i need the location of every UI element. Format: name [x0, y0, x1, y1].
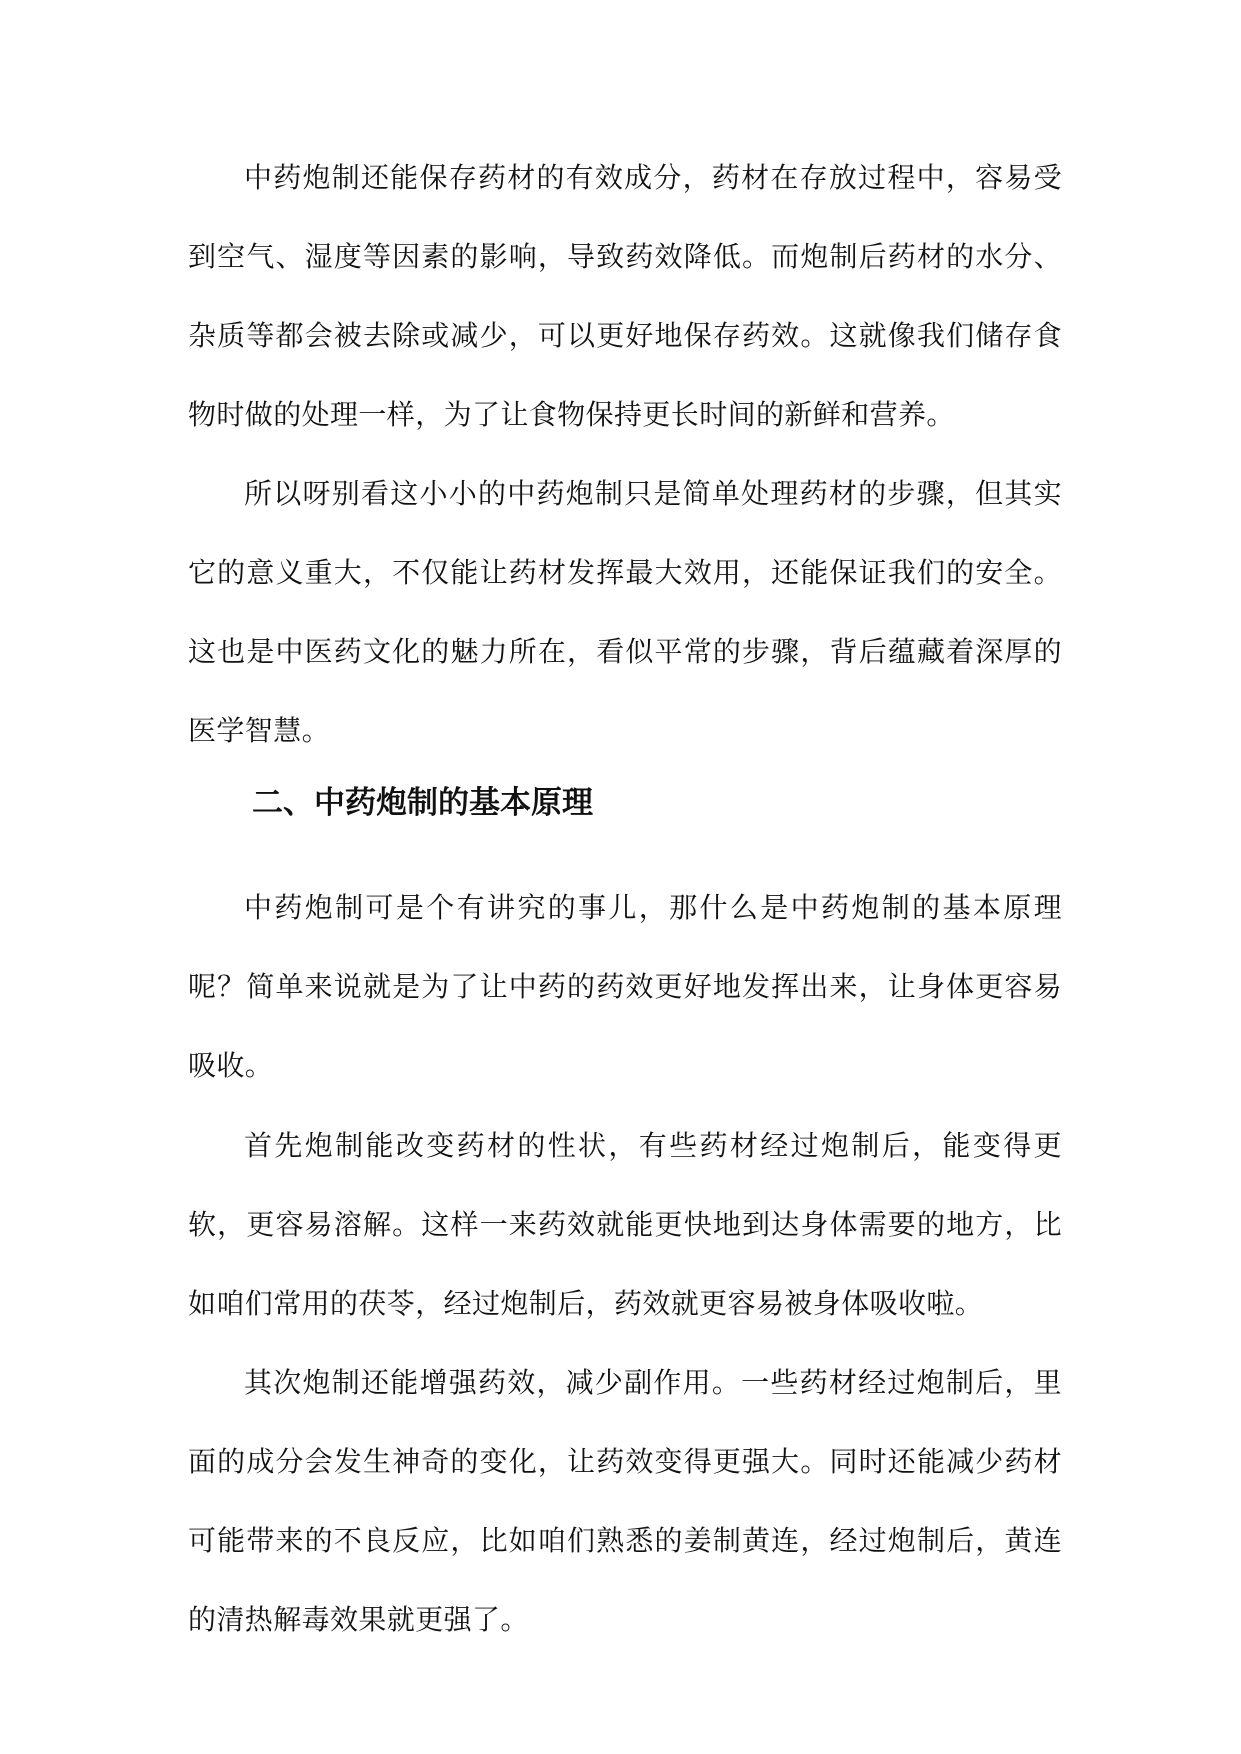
paragraph-significance: 所以呀别看这小小的中药炮制只是简单处理药材的步骤，但其实它的意义重大，不仅能让药材发挥最大效用，还能保证我们的安全。这也是中医药文化的魅力所在，看似平常的步骤，背后蕴藏着深厚的医学智慧。 [188, 477, 1062, 747]
paragraph-preservation: 中药炮制还能保存药材的有效成分，药材在存放过程中，容易受到空气、湿度等因素的影响，导致药效降低。而炮制后药材的水分、杂质等都会被去除或减少，可以更好地保存药效。这就像我们储存食物时做的处理一样，为了让食物保持更长时间的新鲜和营养。 [188, 161, 1062, 431]
paragraph-principle-intro: 中药炮制可是个有讲究的事儿，那什么是中药炮制的基本原理呢？简单来说就是为了让中药的药效更好地发挥出来，让身体更容易吸收。 [188, 891, 1062, 1082]
paragraph-enhance-efficacy: 其次炮制还能增强药效，减少副作用。一些药材经过炮制后，里面的成分会发生神奇的变化，让药效变得更强大。同时还能减少药材可能带来的不良反应，比如咱们熟悉的姜制黄连，经过炮制后，黄连的清热解毒效果就更强了。 [188, 1366, 1062, 1636]
section-heading: 二、中药炮制的基本原理 [252, 785, 593, 821]
paragraph-change-properties: 首先炮制能改变药材的性状，有些药材经过炮制后，能变得更软，更容易溶解。这样一来药效就能更快地到达身体需要的地方，比如咱们常用的茯苓，经过炮制后，药效就更容易被身体吸收啦。 [188, 1129, 1062, 1320]
